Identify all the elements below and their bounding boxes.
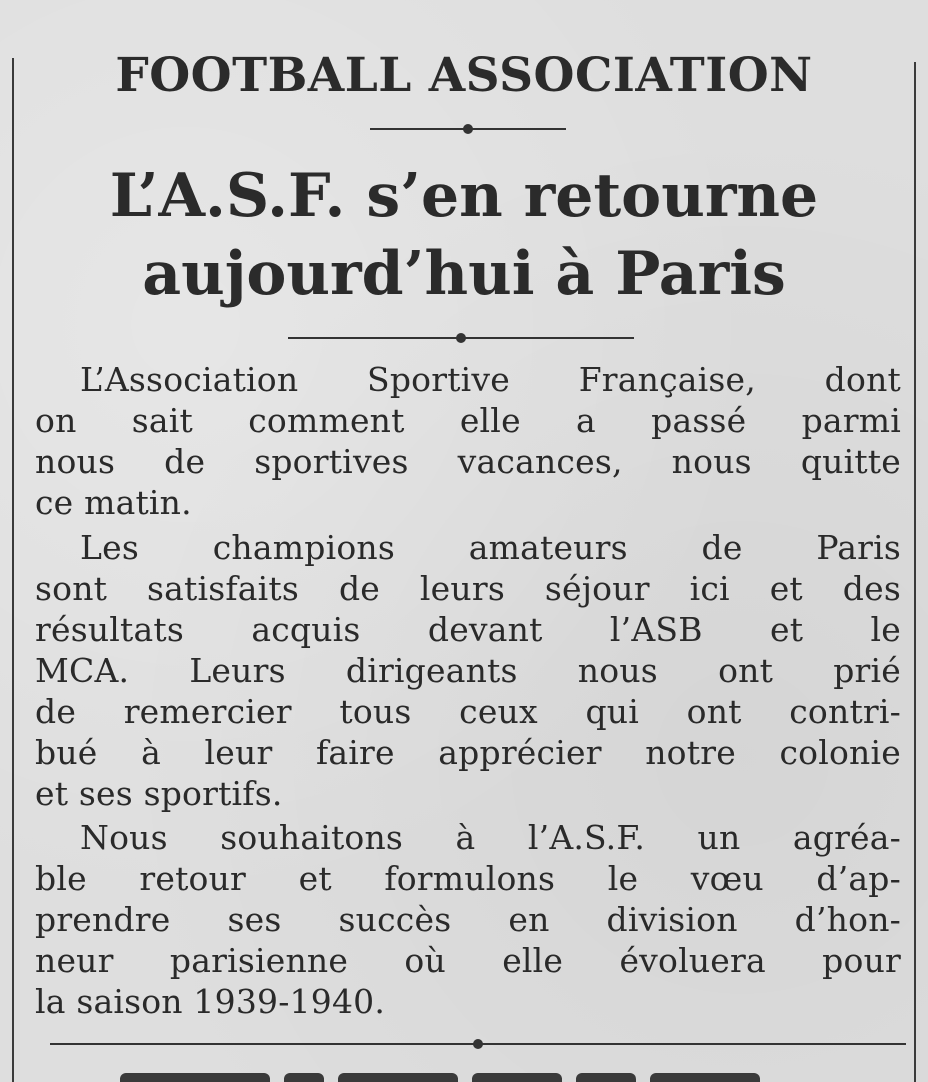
body-line-16: la saison 1939-1940.	[35, 982, 386, 1021]
headline-line-2: aujourd’hui à Paris	[142, 239, 786, 309]
headline-line-1: L’A.S.F. s’en retourne	[109, 161, 819, 231]
dotted-rule-bottom	[50, 1043, 906, 1045]
body-line-7: résultats acquis devant l’ASB et le	[35, 610, 901, 649]
body-line-4: ce matin.	[35, 483, 192, 522]
body-line-13: ble retour et formulons le vœu d’ap-	[35, 859, 901, 898]
dotted-rule-top	[370, 128, 566, 130]
body-line-3: nous de sportives vacances, nous quitte	[35, 442, 901, 481]
body-line-6: sont satisfaits de leurs séjour ici et des	[35, 569, 901, 608]
body-line-2: on sait comment elle a passé parmi	[35, 401, 901, 440]
body-line-11: et ses sportifs.	[35, 774, 283, 813]
dotted-rule-middle	[288, 337, 634, 339]
body-line-12: Nous souhaitons à l’A.S.F. un agréa-	[80, 818, 901, 857]
body-line-8: MCA. Leurs dirigeants nous ont prié	[35, 651, 901, 690]
body-line-15: neur parisienne où elle évoluera pour	[35, 941, 901, 980]
body-line-9: de remercier tous ceux qui ont contri-	[35, 692, 901, 731]
next-article-heading-cropped	[120, 1070, 820, 1082]
body-line-5: Les champions amateurs de Paris	[80, 528, 901, 567]
body-line-14: prendre ses succès en division d’hon-	[35, 900, 901, 939]
body-line-1: L’Association Sportive Française, dont	[80, 360, 901, 399]
body-line-10: bué à leur faire apprécier notre colonie	[35, 733, 901, 772]
section-heading: FOOTBALL ASSOCIATION	[115, 48, 813, 103]
